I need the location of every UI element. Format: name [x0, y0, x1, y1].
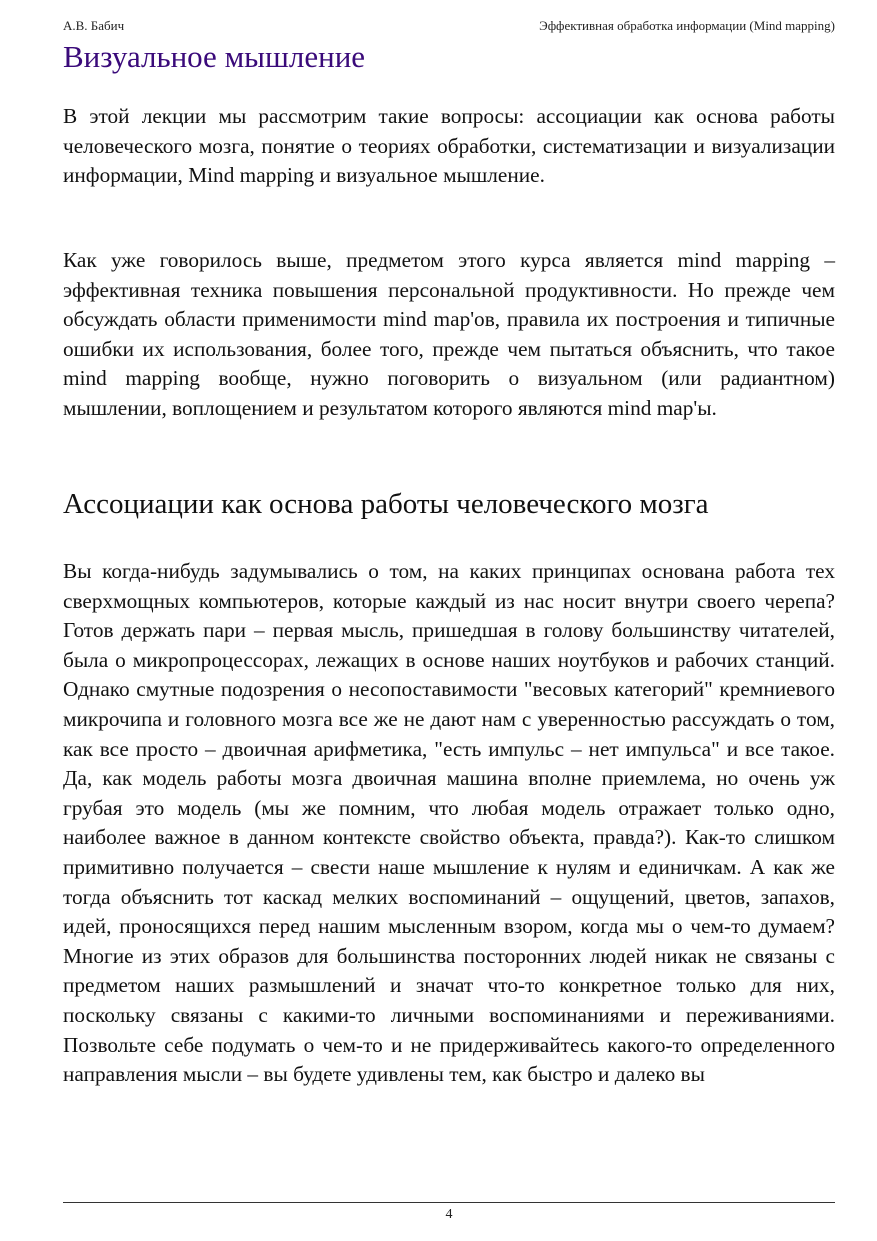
running-header: [63, 17, 835, 35]
page-title: Визуальное мышление: [63, 39, 366, 74]
section-heading: Ассоциации как основа работы человеческого мозга: [63, 488, 709, 520]
intro-paragraph: В этой лекции мы рассмотрим такие вопросы: ассоциации как основа работы человеческого мозга, понятие о теориях обработки, систематизации и визуализации информации, Mind mapping и визуальное мышление.: [63, 104, 835, 188]
page-number: 4: [445, 1207, 453, 1222]
overview-paragraph: Как уже говорилось выше, предметом этого курса является mind mapping – эффективная техника повышения персональной продуктивности. Но прежде чем обсуждать области применимости mind map'ов, правила их построения и типичные ошибки их использования, более того, прежде чем пытаться объяснить, что такое mind mapping вообще, нужно поговорить о визуальном (или радиантном) мышлении, воплощением и результатом которого являются mind map'ы.: [63, 248, 835, 420]
footer-divider: [63, 1202, 835, 1203]
header-course-title: Эффективная обработка информации (Mind mapping): [539, 18, 835, 33]
header-author: А.В. Бабич: [63, 18, 125, 33]
document-page: [63, 0, 835, 1241]
section-paragraph: Вы когда-нибудь задумывались о том, на каких принципах основана работа тех сверхмощных компьютеров, которые каждый из нас носит внутри своего черепа? Готов держать пари – первая мысль, пришедшая в голову большинству читателей, была о микропроцессорах, лежащих в основе наших ноутбуков и рабочих станций. Однако смутные подозрения о несопоставимости "весовых категорий" кремниевого микрочипа и головного мозга все же не дают нам с уверенностью рассуждать о том, как все просто – двоичная арифметика, "есть импульс – нет импульса" и все такое. Да, как модель работы мозга двоичная машина вполне приемлема, но очень уж грубая это модель (мы же помним, что любая модель отражает только одно, наиболее важное в данном контексте свойство объекта, правда?). Как-то слишком примитивно получается – свести наше мышление к нулям и единичкам. А как же тогда объяснить тот каскад мелких воспоминаний – ощущений, цветов, запахов, идей, проносящихся перед нашим мысленным взором, когда мы о чем-то думаем? Многие из этих образов для большинства посторонних людей никак не связаны с предметом наших размышлений и значат что-то конкретное только для них, поскольку связаны с какими-то личными воспоминаниями и переживаниями. Позвольте себе подумать о чем-то и не придерживайтесь какого-то определенного направления мысли – вы будете удивлены тем, как быстро и далеко вы: [63, 559, 835, 1087]
